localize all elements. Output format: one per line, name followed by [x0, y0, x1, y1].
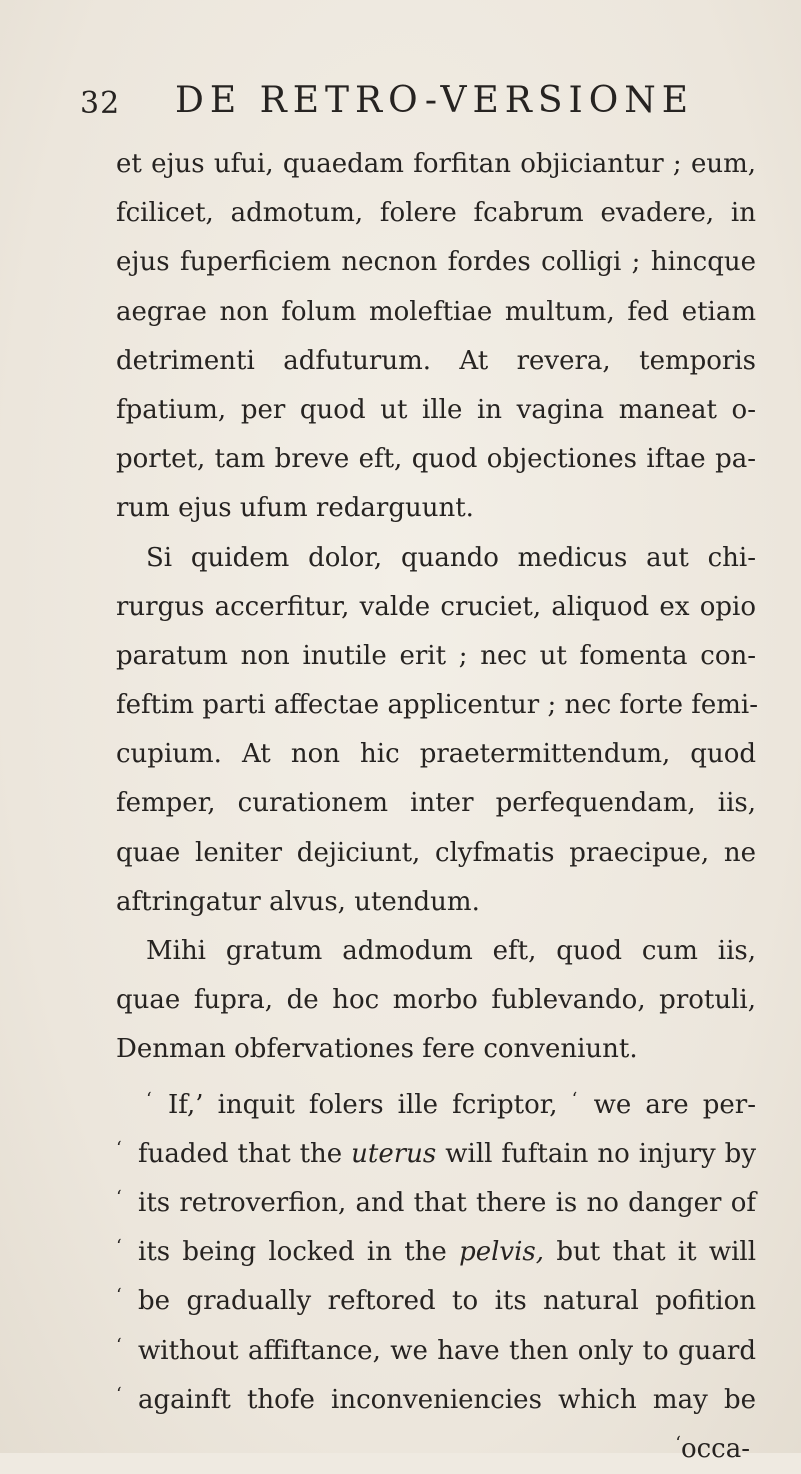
quote-mark: ‘ [116, 1186, 122, 1208]
text-line: detrimenti adfuturum. At revera, temporis [116, 345, 756, 376]
quote-line: ‘ its being locked in the pelvis, but that it will [116, 1222, 756, 1271]
text-line: fpatium, per quod ut ille in vagina maneat o- [116, 394, 756, 425]
quote-mark: ‘ [116, 1383, 122, 1405]
italic-term: uterus [351, 1138, 437, 1169]
running-title: DE RETRO-VERSIONE [175, 80, 695, 121]
text-line: aftringatur alvus, utendum. [116, 886, 480, 917]
text-line: rurgus accerfitur, valde cruciet, aliquod ex opio [116, 591, 756, 622]
text-line: Denman obfervationes fere conveniunt. [116, 1034, 638, 1065]
catchword: ‘occa- [116, 1419, 756, 1468]
body-text [116, 140, 756, 1468]
quote-line: ‘ be gradually reftored to its natural pofition [116, 1271, 756, 1320]
quote-line: ‘ without affiftance, we have then only to guard [116, 1321, 756, 1370]
text-line: quae fupra, de hoc morbo fublevando, protuli, [116, 985, 756, 1016]
text-line: feftim parti affectae applicentur ; nec forte femi- [116, 690, 758, 721]
text-line: Si quidem dolor, quando medicus aut chi- [146, 542, 756, 573]
text-line: portet, tam breve eft, quod objectiones iftae pa- [116, 444, 756, 475]
text-line: rum ejus ufum redarguunt. [116, 493, 474, 524]
text-line: ejus fuperficiem necnon fordes colligi ; hincque [116, 247, 756, 278]
text-line: quae leniter dejiciunt, clyfmatis praecipue, ne [116, 837, 756, 868]
quote-mark: ‘ [675, 1432, 681, 1454]
quote-mark: ‘ [571, 1088, 578, 1110]
page-number: 32 [80, 86, 121, 121]
text-line: Mihi gratum admodum eft, quod cum iis, [146, 936, 756, 966]
quote-line: ‘ fuaded that the uterus will fuftain no injury by [116, 1124, 756, 1173]
running-head [80, 80, 760, 130]
quote-line: ‘ againft thofe inconveniencies which may be [116, 1370, 756, 1419]
text-line: femper, curationem inter perfequendam, iis, [116, 788, 756, 819]
quote-mark: ‘ [116, 1236, 122, 1258]
quote-mark: ‘ [116, 1334, 122, 1356]
quote-mark: ‘ [116, 1285, 122, 1307]
quote-mark: ‘ [116, 1137, 122, 1159]
text-line: fcilicet, admotum, folere fcabrum evadere, in [116, 198, 756, 229]
text-line: et ejus ufui, quaedam forfitan objiciantur ; eum, [116, 149, 756, 179]
text-line: cupium. At non hic praetermittendum, quod [116, 739, 756, 770]
quote-line: ‘ If,’ inquit folers ille fcriptor, ‘ we are per- [116, 1075, 756, 1124]
text-line: paratum non inutile erit ; nec ut fomenta con- [116, 640, 756, 671]
italic-term: pelvis, [459, 1237, 545, 1268]
text-line: aegrae non folum moleftiae multum, fed etiam [116, 296, 756, 327]
quote-mark: ‘ [146, 1088, 152, 1110]
quote-line: ‘ its retroverfion, and that there is no danger of [116, 1173, 756, 1222]
